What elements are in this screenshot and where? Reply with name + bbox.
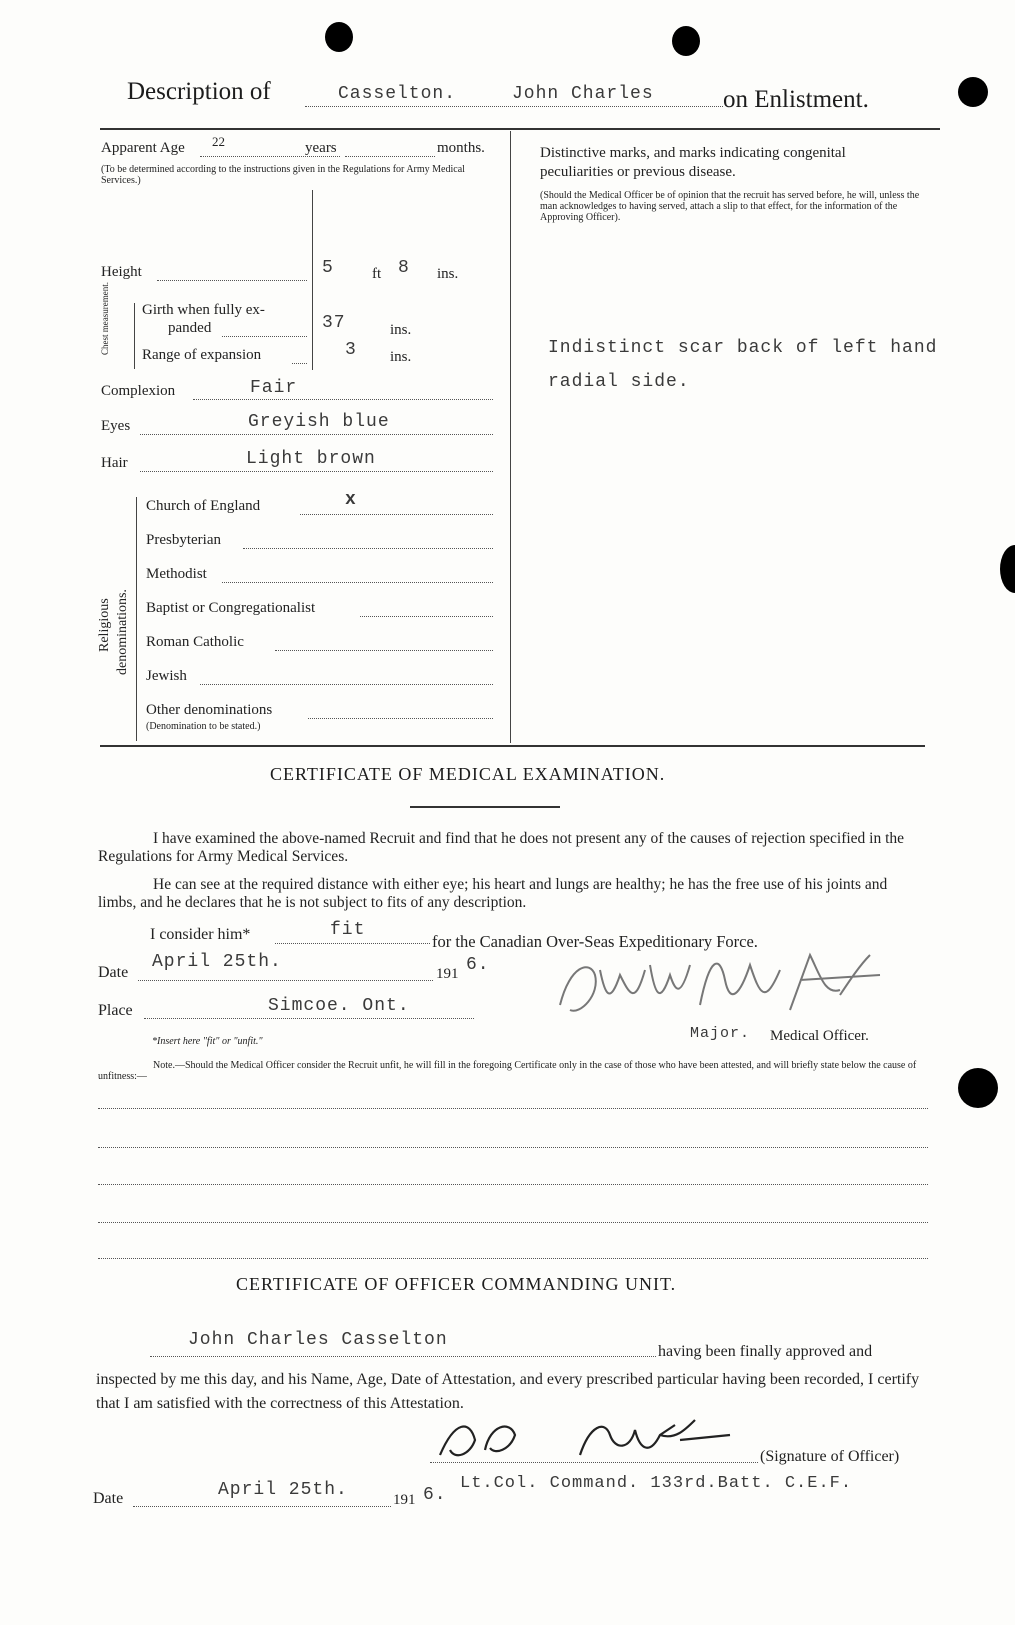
height-ins-label: ins. bbox=[437, 266, 459, 282]
religion-line bbox=[243, 548, 493, 549]
insert-note: *Insert here "fit" or "unfit." bbox=[152, 1036, 263, 1047]
commanding-year-value: 6. bbox=[423, 1485, 447, 1505]
range-ins-label: ins. bbox=[390, 349, 412, 365]
marks-value-2: radial side. bbox=[548, 372, 690, 392]
religion-line bbox=[222, 582, 493, 583]
officer-title: Medical Officer. bbox=[770, 1028, 869, 1044]
unfit-line-2 bbox=[98, 1147, 928, 1148]
chest-divider bbox=[134, 303, 135, 369]
complexion-label: Complexion bbox=[101, 383, 176, 399]
eyes-label: Eyes bbox=[101, 418, 131, 434]
force-label: for the Canadian Over-Seas Expeditionary Force. bbox=[432, 932, 758, 951]
medical-para-2: He can see at the required distance with either eye; his heart and lungs are healthy; he has the free use of his joints and limbs, and he declares that he is not subject to fits of any description. bbox=[98, 876, 888, 911]
height-label: Height bbox=[101, 264, 142, 280]
medical-note: Note.—Should the Medical Officer consider the Recruit unfit, he will fill in the foregoing Certificate only in the case of those who have been attested, and will briefly state below the cause of unfitness:— bbox=[98, 1060, 917, 1082]
left-value-divider bbox=[312, 190, 313, 370]
commanding-officer-value: Lt.Col. Command. 133rd.Batt. C.E.F. bbox=[460, 1474, 853, 1493]
height-in-value: 8 bbox=[398, 258, 410, 278]
range-label: Range of expansion bbox=[142, 347, 262, 363]
medical-year-value: 6. bbox=[466, 955, 490, 975]
girth-label-2: panded bbox=[168, 320, 212, 336]
commanding-name-line bbox=[150, 1356, 656, 1357]
height-ft-value: 5 bbox=[322, 258, 334, 278]
medical-heading-rule bbox=[410, 806, 560, 808]
header-given-names: John Charles bbox=[512, 84, 654, 104]
officer-rank: Major. bbox=[690, 1025, 751, 1042]
marks-note: (Should the Medical Officer be of opinion that the recruit has served before, he will, unless the man acknowledges to having served, attach a slip to that effect, for the information of the Approving Officer). bbox=[540, 190, 920, 223]
marks-value-1: Indistinct scar back of left hand bbox=[548, 338, 938, 358]
medical-heading: CERTIFICATE OF MEDICAL EXAMINATION. bbox=[270, 764, 666, 784]
header-surname: Casselton. bbox=[338, 84, 457, 104]
place-line bbox=[144, 1018, 474, 1019]
religion-presbyterian: Presbyterian bbox=[146, 532, 221, 548]
commanding-officer-signature bbox=[430, 1410, 750, 1470]
girth-label-1: Girth when fully ex- bbox=[142, 302, 265, 318]
religion-line bbox=[308, 718, 493, 719]
range-value: 3 bbox=[345, 340, 357, 360]
punch-hole bbox=[1000, 545, 1015, 593]
header-description-of: Description of bbox=[127, 78, 271, 105]
age-label: Apparent Age bbox=[101, 140, 185, 156]
center-divider bbox=[510, 131, 511, 743]
consider-label: I consider him* bbox=[150, 926, 251, 943]
religion-label-1: Religious bbox=[97, 598, 112, 652]
punch-hole bbox=[958, 1068, 998, 1108]
unfit-line-4 bbox=[98, 1222, 928, 1223]
punch-hole bbox=[325, 22, 353, 52]
religion-methodist: Methodist bbox=[146, 566, 207, 582]
commanding-year-prefix: 191 bbox=[393, 1492, 416, 1508]
header-on-enlistment: on Enlistment. bbox=[723, 86, 869, 113]
religion-roman-catholic: Roman Catholic bbox=[146, 634, 244, 650]
religion-baptist: Baptist or Congregationalist bbox=[146, 600, 316, 616]
girth-ins-label: ins. bbox=[390, 322, 412, 338]
girth-value: 37 bbox=[322, 313, 346, 333]
ft-label: ft bbox=[372, 266, 382, 282]
eyes-line bbox=[140, 434, 493, 435]
age-value: 22 bbox=[212, 134, 225, 149]
religion-line bbox=[275, 650, 493, 651]
chest-label: Chest measurement. bbox=[100, 282, 110, 355]
unfit-line-5 bbox=[98, 1258, 928, 1259]
medical-officer-signature bbox=[550, 935, 890, 1030]
signature-label: (Signature of Officer) bbox=[760, 1448, 900, 1465]
denomination-note: (Denomination to be stated.) bbox=[146, 721, 261, 732]
place-label: Place bbox=[98, 1002, 133, 1019]
commanding-line1-tail: having been finally approved and bbox=[658, 1343, 873, 1360]
years-label: years bbox=[305, 140, 337, 156]
months-label: months. bbox=[437, 140, 485, 156]
place-value: Simcoe. Ont. bbox=[268, 996, 410, 1016]
complexion-value: Fair bbox=[250, 378, 298, 398]
commanding-name-value: John Charles Casselton bbox=[188, 1330, 448, 1350]
unfit-line-3 bbox=[98, 1184, 928, 1185]
religion-other: Other denominations bbox=[146, 702, 273, 718]
religion-jewish: Jewish bbox=[146, 668, 187, 684]
commanding-date-label: Date bbox=[93, 1490, 124, 1507]
range-line bbox=[292, 363, 307, 364]
months-line bbox=[345, 156, 435, 157]
consider-line bbox=[275, 943, 430, 944]
religion-line bbox=[200, 684, 493, 685]
top-rule bbox=[100, 128, 940, 130]
unfit-line-1 bbox=[98, 1108, 928, 1109]
commanding-heading: CERTIFICATE OF OFFICER COMMANDING UNIT. bbox=[236, 1274, 677, 1294]
medical-para-1: I have examined the above-named Recruit and find that he does not present any of the causes of rejection specified in the Regulations for Army Medical Services. bbox=[98, 830, 905, 865]
signature-line bbox=[430, 1462, 758, 1463]
hair-line bbox=[140, 471, 493, 472]
religion-line bbox=[300, 514, 493, 515]
height-line bbox=[157, 280, 307, 281]
commanding-date-value: April 25th. bbox=[218, 1480, 348, 1500]
marks-heading-1: Distinctive marks, and marks indicating congenital bbox=[540, 145, 846, 161]
religion-church-of-england-mark: x bbox=[345, 490, 357, 510]
girth-line bbox=[222, 336, 307, 337]
eyes-value: Greyish blue bbox=[248, 412, 390, 432]
consider-value: fit bbox=[330, 920, 366, 940]
religion-church-of-england: Church of England bbox=[146, 498, 261, 514]
medical-year-prefix: 191 bbox=[436, 966, 459, 982]
medical-date-label: Date bbox=[98, 964, 129, 981]
religion-line bbox=[360, 616, 493, 617]
punch-hole bbox=[958, 77, 988, 107]
religion-divider bbox=[136, 497, 137, 741]
punch-hole bbox=[672, 26, 700, 56]
marks-heading-2: peculiarities or previous disease. bbox=[540, 164, 736, 180]
hair-value: Light brown bbox=[246, 449, 376, 469]
religion-label-2: denominations. bbox=[115, 589, 130, 675]
commanding-para: inspected by me this day, and his Name, Age, Date of Attestation, and every prescribed particular having been recorded, I certify that I am satisfied with the correctness of this Attestation. bbox=[96, 1371, 920, 1412]
complexion-line bbox=[193, 399, 493, 400]
age-note: (To be determined according to the instructions given in the Regulations for Army Medical Services.) bbox=[101, 164, 465, 186]
medical-date-value: April 25th. bbox=[152, 952, 282, 972]
commanding-date-line bbox=[133, 1506, 391, 1507]
medical-date-line bbox=[138, 980, 433, 981]
mid-rule bbox=[100, 745, 925, 747]
header-name-line bbox=[305, 106, 723, 107]
hair-label: Hair bbox=[101, 455, 128, 471]
